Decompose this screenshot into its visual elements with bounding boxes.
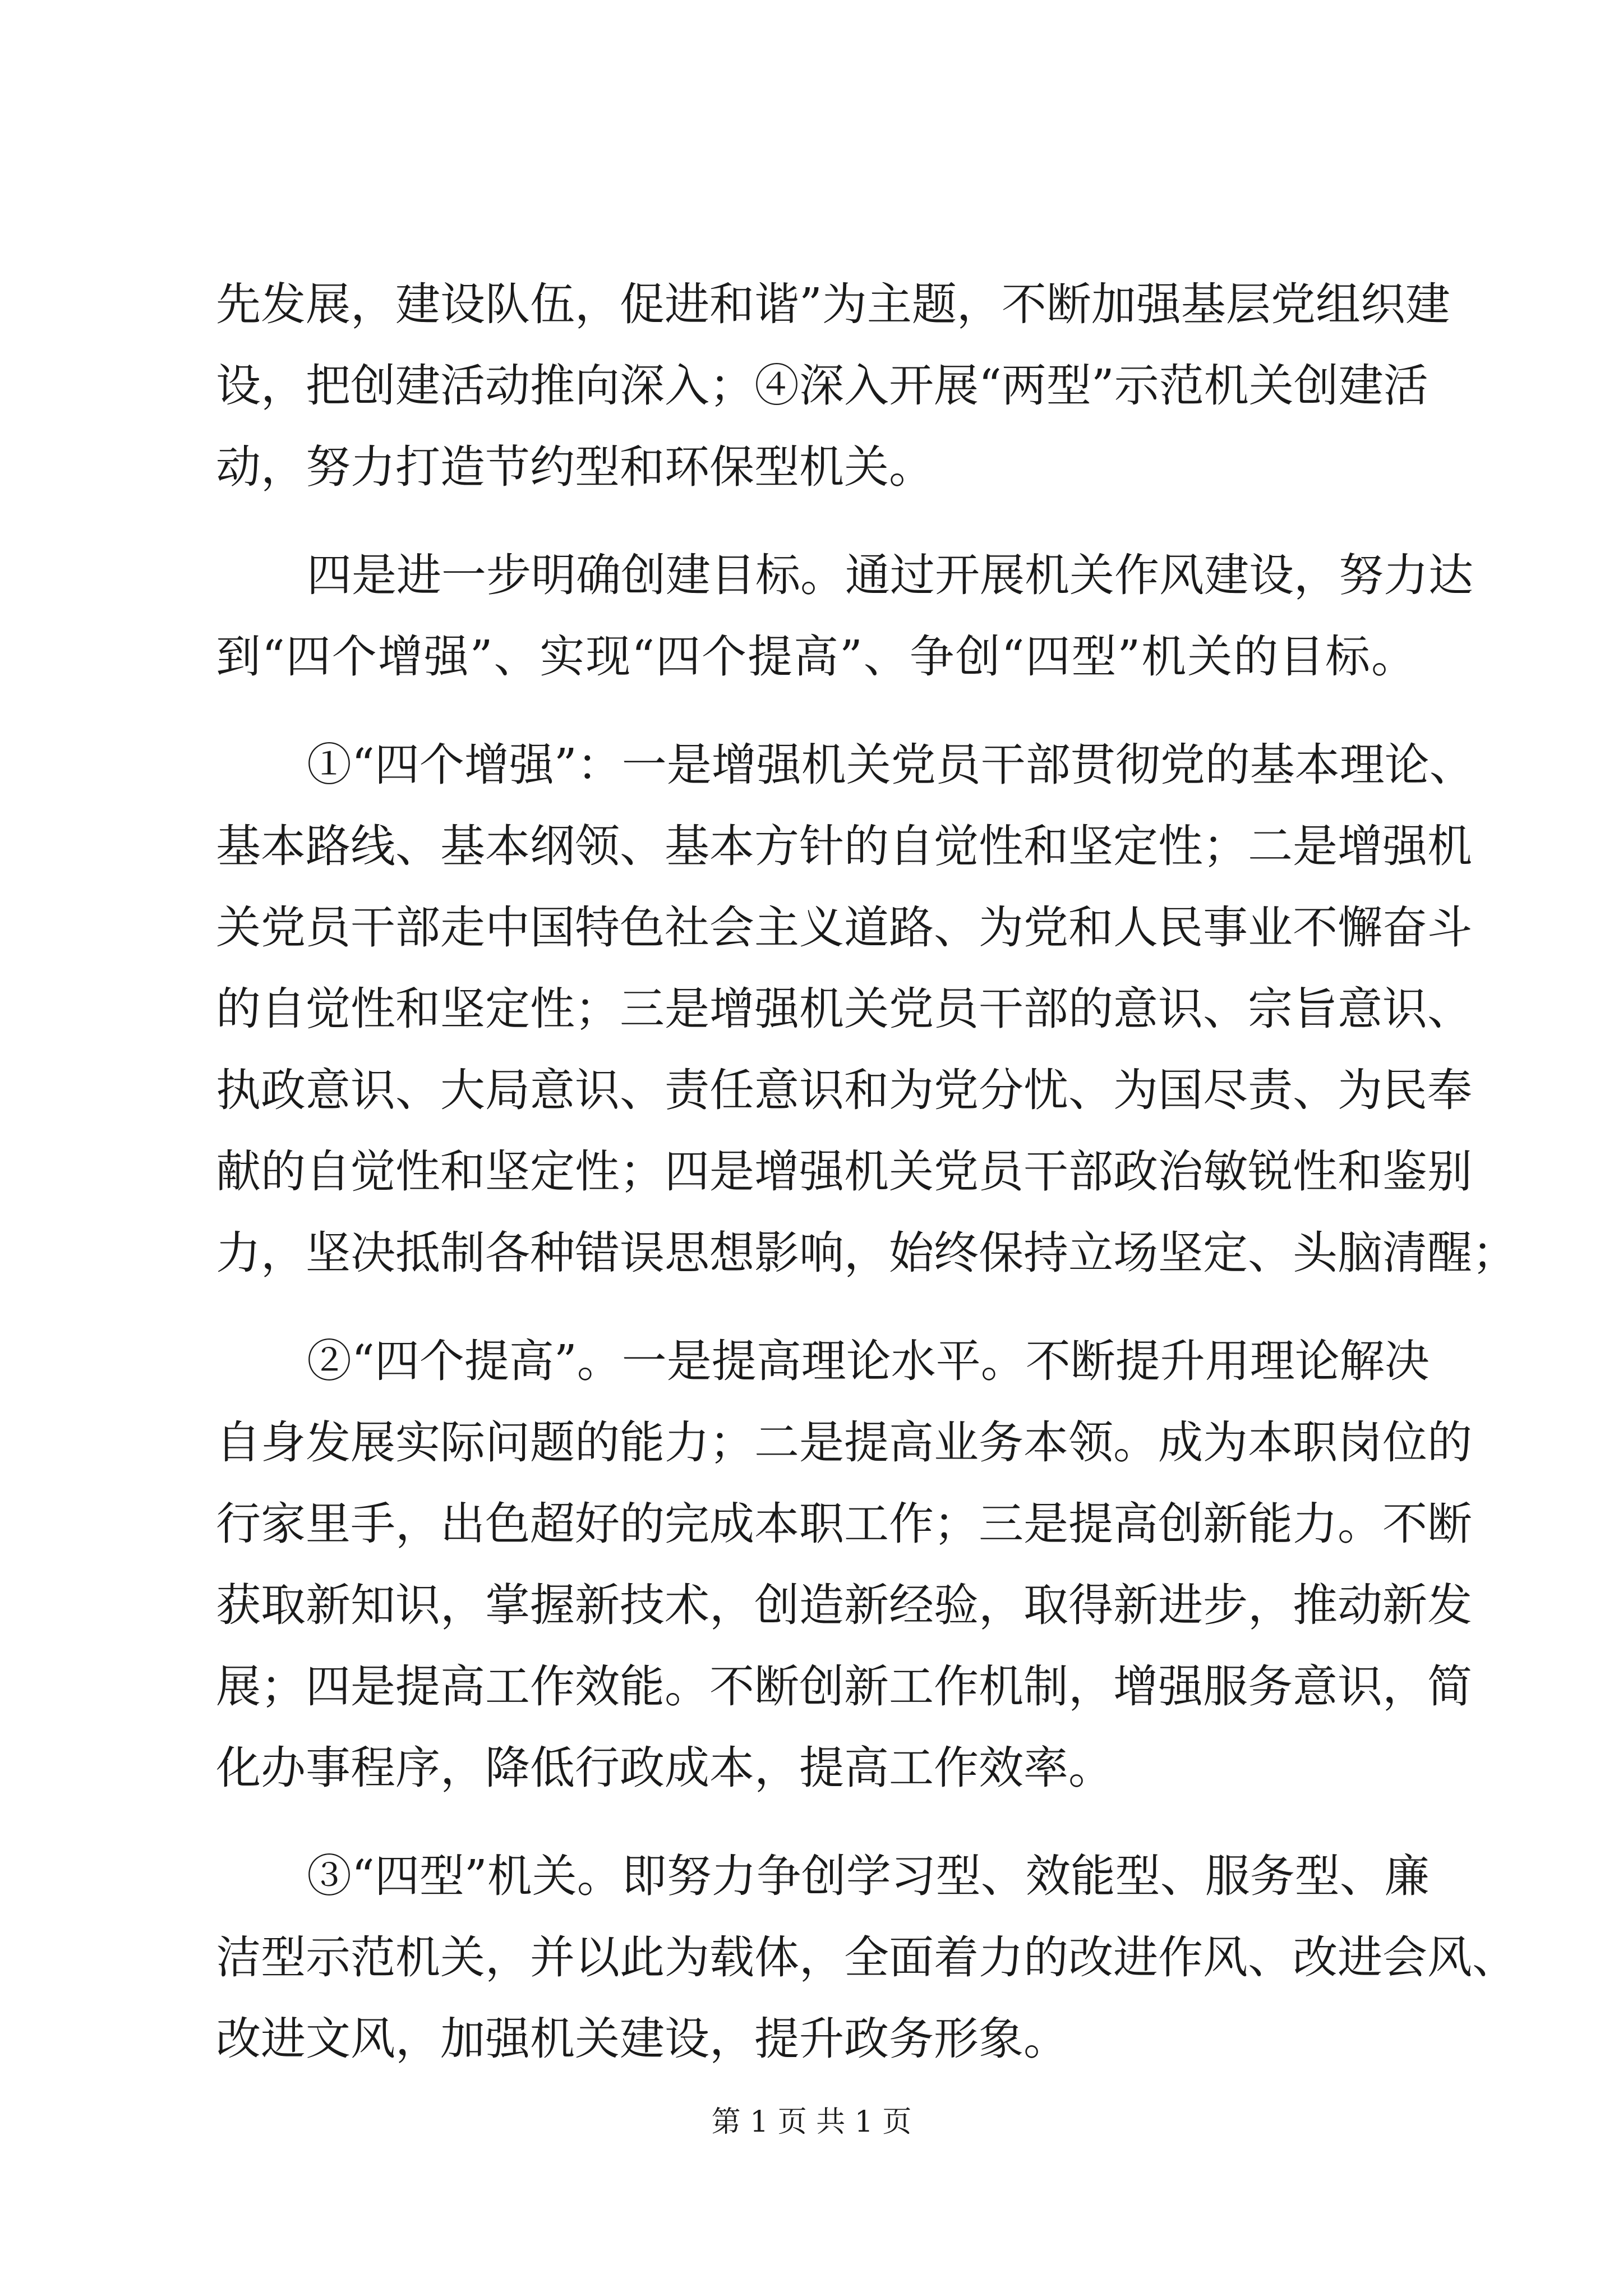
text-line: 先发展，建设队伍，促进和谐”为主题，不断加强基层党组织建 bbox=[216, 278, 1450, 330]
text-line: 献的自觉性和坚定性；四是增强机关党员干部政治敏锐性和鉴别 bbox=[216, 1145, 1472, 1198]
paragraph-4 bbox=[216, 1320, 1472, 1809]
text-line: 化办事程序，降低行政成本，提高工作效率。 bbox=[216, 1742, 1113, 1794]
paragraph-1 bbox=[216, 264, 1450, 508]
page-footer bbox=[0, 2098, 1623, 2140]
text-line: 力，坚决抵制各种错误思想影响，始终保持立场坚定、头脑清醒； bbox=[216, 1227, 1517, 1279]
paragraph-3 bbox=[216, 724, 1517, 1294]
text-line: 执政意识、大局意识、责任意识和为党分忧、为国尽责、为民奉 bbox=[216, 1064, 1472, 1116]
text-line: 关党员干部走中国特色社会主义道路、为党和人民事业不懈奋斗 bbox=[216, 901, 1472, 954]
text-line: 到“四个增强”、实现“四个提高”、争创“四型”机关的目标。 bbox=[216, 631, 1416, 683]
text-line: 四是进一步明确创建目标。通过开展机关作风建设，努力达 bbox=[307, 549, 1473, 601]
paragraph-2 bbox=[216, 535, 1473, 697]
document-body bbox=[216, 264, 1517, 2106]
text-line: ③“四型”机关。即努力争创学习型、效能型、服务型、廉 bbox=[307, 1850, 1430, 1902]
text-line: 基本路线、基本纲领、基本方针的自觉性和坚定性；二是增强机 bbox=[216, 820, 1472, 872]
text-line: 行家里手，出色超好的完成本职工作；三是提高创新能力。不断 bbox=[216, 1498, 1472, 1550]
text-line: 自身发展实际问题的能力；二是提高业务本领。成为本职岗位的 bbox=[216, 1416, 1472, 1469]
paragraph-5 bbox=[216, 1835, 1517, 2079]
text-line: 展；四是提高工作效能。不断创新工作机制，增强服务意识，简 bbox=[216, 1660, 1472, 1713]
text-line: 设，把创建活动推向深入；④深入开展“两型”示范机关创建活 bbox=[216, 360, 1428, 412]
text-line: ①“四个增强”：一是增强机关党员干部贯彻党的基本理论、 bbox=[307, 739, 1474, 791]
text-line: ②“四个提高”。一是提高理论水平。不断提升用理论解决 bbox=[307, 1335, 1430, 1387]
text-line: 的自觉性和坚定性；三是增强机关党员干部的意识、宗旨意识、 bbox=[216, 983, 1472, 1035]
text-line: 动，努力打造节约型和环保型机关。 bbox=[216, 441, 934, 493]
text-line: 获取新知识，掌握新技术，创造新经验，取得新进步，推动新发 bbox=[216, 1579, 1472, 1631]
text-line: 洁型示范机关，并以此为载体，全面着力的改进作风、改进会风、 bbox=[216, 1931, 1517, 1984]
page-number: 第 1 页 共 1 页 bbox=[711, 2105, 912, 2139]
text-line: 改进文风，加强机关建设，提升政务形象。 bbox=[216, 2013, 1068, 2065]
